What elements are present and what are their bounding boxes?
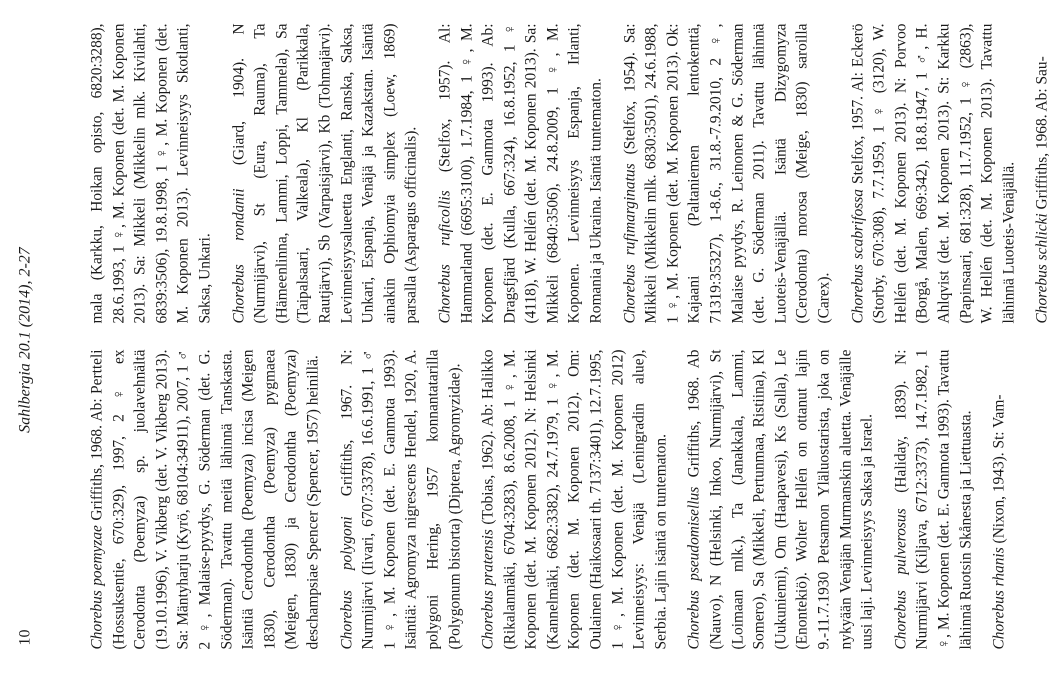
species-name: Chorebus pseudomisellus: [685, 486, 703, 649]
species-name: Chorebus ruficollis: [435, 189, 453, 323]
entry-text: Griffiths, 1967. N: Nurmijärvi (Iivari, 6707:3378), 16.6.1991, 1 ♂ 1 ♀, M. Koponen (det. E. Ganmota 1993). Isäntiä: Agromyza nigrescens Hendel, 1920, A. polygoni Hering, 1957 konnantatarilla (Polygonum bistorta) (Diptera, Agromyzidae).: [337, 349, 463, 649]
species-name: Chorebus schlicki: [1033, 212, 1051, 323]
right-column: [86, 22, 1051, 323]
species-name: Chorebus poemyzae: [88, 524, 105, 649]
entry-text: Stelfox, 1957. Al: Eckerö (Storby, 670:308), 7.7.1959, 1 ♀ (3120), W. Hellén (det. M. Koponen 2013). N: Porvoo (Borgå, Malen, 669:342), 18.8.1947, 1 ♂, H. Ahlqvist (det. M. Koponen 2013). St: Karkku (Papinsaari, 681:328), 11.7.1952, 1 ♀ (2863), W. Hellén (det. M. Koponen 2013). Tavattu lähinnä Luoteis-Venäjällä.: [848, 22, 1017, 323]
species-entry: [988, 349, 1010, 649]
species-entry: [683, 349, 877, 649]
species-entry: [619, 23, 835, 323]
entry-text: Griffiths, 1968. Ab: Pertteli (Hossuksentie, 670:329), 1997, 2 ♀ ex Cerodonta (Poemyza) sp. juolavehnältä (19.10.1996), V. Vikberg (det. V. Vikberg 2013). Sa: Mäntyharju (Kyrö, 68104:34911), 2007, 1 ♂ 2 ♀, Malaise-pyydys, G. Söderman (det. G. Söderman). Tavattu meitä lähinnä Tanskasta. Isäntiä Cerodontha (Poemyza) incisa (Meigen 1830), Cerodontha (Poemyza) pygmaea (Meigen, 1830) ja Cerodontha (Poemyza) deschampsiae Spencer (Spencer, 1957) heinillä.: [88, 348, 321, 649]
entry-text: (Nixon, 1943). St: Vam-: [990, 394, 1008, 543]
species-entry: [477, 349, 671, 649]
entry-text: (Haliday, 1839). N: Nurmijärvi (Kiljava, 6712:3373), 14.7.1982, 1 ♀, M. Koponen (det. E. Ganmota 1993). Tavattu lähinnä Ruotsin Skånesta ja Liettuasta.: [891, 349, 974, 649]
species-entry: [336, 349, 466, 649]
entry-text: mala (Karkku, Hoikan opisto, 6820:3288), 28.6.1993, 1 ♀, M. Koponen (det. M. Koponen 2013). Sa: Mikkeli (Mikkelin mlk. Kivilahti, 6839:3506), 19.8.1998, 1 ♀, M. Koponen (det. M. Koponen 2013). Levinneisyys Skotlanti, Saksa, Unkari.: [88, 23, 213, 323]
page-header: [16, 20, 40, 659]
entry-text: (Tobias, 1962). Ab: Halikko (Rikalanmäki, 6704:3283), 8.6.2008, 1 ♀, M. Koponen (det. M. Koponen 2012). N: Helsinki (Kannelmäki, 6682:3382), 24.7.1979, 1 ♀, M. Koponen (det. M. Koponen 2012). Om: Oulainen (Haikosaari th. 7137:3401), 12.7.1995, 1 ♀, M. Koponen (det. M. Koponen 2012) Levinneisyys: Venäjä (Leningradin alue), Serbia. Lajin isäntä on tuntematon.: [479, 348, 669, 649]
entry-text: Griffiths, 1968. Ab (Nauvo), N (Helsinki, Inkoo, Nurmijärvi), St (Loimaan mlk.), Ta (Janakkala, Lammi, Somero), Sa (Mikkeli, Pertunmaa, Ristiina), Kl (Uukuniemi), Om (Haapavesi), Ks (Salla), Le (Enontekiö). Wolter Hellén on ottanut lajin 9.-11.7.1930 Petsamon Yläluostarista, joka on nykyään Venäjän Murmanskin aluetta. Venäjälle uusi laji. Levinneisyys Saksa ja Israel.: [685, 349, 876, 649]
species-entry: [1031, 23, 1053, 323]
species-name: Chorebus scabrifossa: [848, 188, 866, 323]
species-entry: [434, 23, 607, 323]
entry-text: (Giard, 1904). N (Nurmijärvi), St (Eura, Rauma), Ta (Hämeenlinna, Lammi, Loppi, Tammela), Sa (Taipalsaari, Valkeala), Kl (Parikkala, Rautjärvi), Sb (Varpaisjärvi), Kb (Tohmajärvi). Levinneisyysalueetta Englanti, Ranska, Saksa, Unkari, Espanja, Venäjä ja Kazakstan. Isäntä ainakin Ophiomyia simplex (Loew, 1869) parsalla (Asparagus officinalis).: [229, 23, 420, 323]
species-name: Chorebus polygoni: [337, 515, 355, 649]
species-name: Chorebus rondanii: [229, 187, 247, 323]
entry-text: Griffiths, 1968. Ab: Sau-: [1033, 55, 1051, 209]
species-entry: [228, 23, 422, 323]
species-name: Chorebus pulverosus: [891, 507, 909, 649]
species-name: Chorebus rhanis: [990, 546, 1008, 649]
species-entry: [86, 23, 216, 323]
entry-text: (Stelfox, 1957). Al: Hammarland (6695:3100), 1.7.1984, 1 ♀, M. Koponen (det. E. Ganmota 1993). Ab: Dragsfjärd (Kulla, 667:324), 16.8.1952, 1 ♀ (4118), W. Hellén (det. M. Koponen 2013). Sa: Mikkeli (6840:3506), 24.8.2009, 1 ♀, M. Koponen. Levinneisyys Espanja, Irlanti, Romania ja Ukraina. Isäntä tuntematon.: [435, 23, 605, 323]
entry-text: (Stelfox, 1954). Sa: Mikkeli (Mikkelin mlk. 6830:3501), 24.6.1988, 1 ♀, M. Koponen (det. M. Koponen 2013). Ok: Kajaani (Paltaniemen lentokenttä, 71319:35327), 1-8.6., 31.8.-7.9.2010, 2 ♀, Malaise pyydys, R. Leinonen & G. Söderman (det. G. Söderman 2011). Tavattu lähinnä Luoteis-Venäjällä. Isäntä Dizygomyza (Cerodonta) morosa (Meige, 1830) saroilla (Carex).: [620, 23, 832, 323]
species-name: Chorebus pratensis: [479, 528, 497, 649]
species-entry: [890, 349, 976, 649]
left-column: [86, 349, 1006, 649]
species-name: Chorebus rufimarginatus: [620, 162, 638, 323]
journal-title: Sahlbergia 20.1 (2014), 2-27: [16, 246, 33, 433]
species-entry: [847, 23, 1020, 323]
species-entry: [86, 349, 324, 649]
page-number: 10: [16, 629, 33, 645]
